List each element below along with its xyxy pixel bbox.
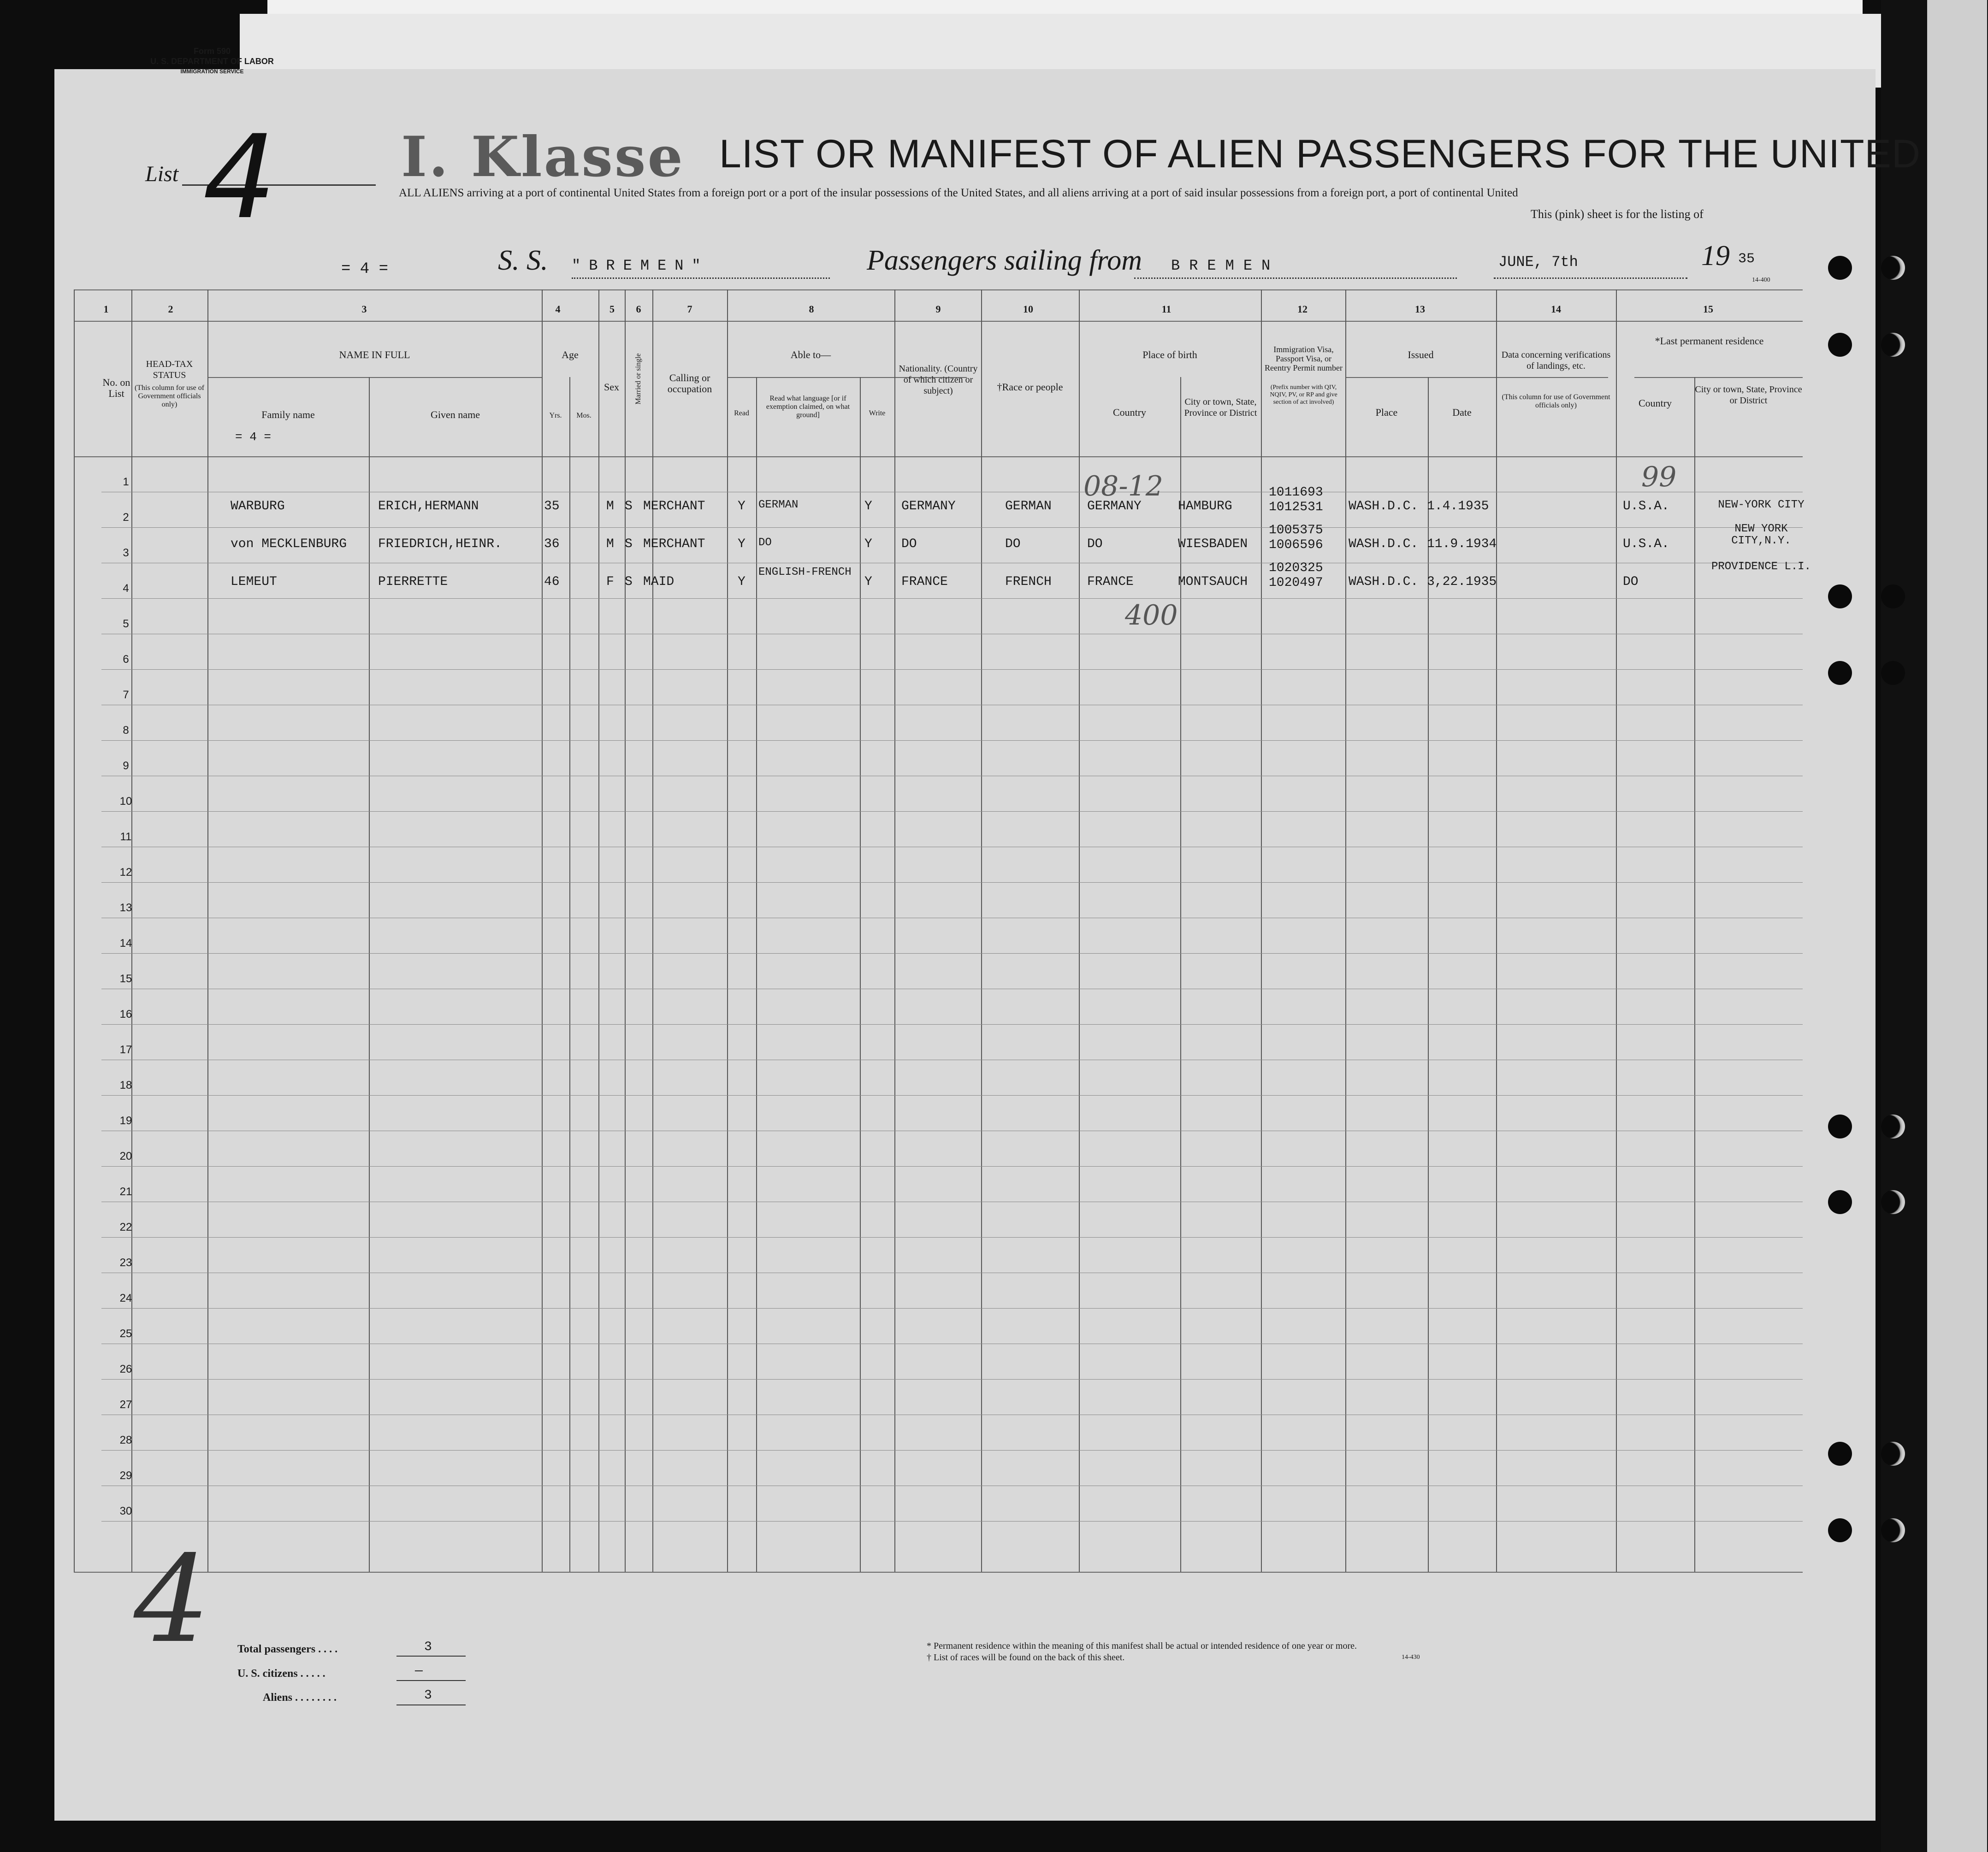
column-number: 15 [1703,303,1713,315]
visa-number-cell: 1020497 [1269,576,1323,590]
punch-hole [1881,1190,1905,1214]
row-number: 14 [119,937,132,950]
header-birth-city: City or town, State, Province or District [1184,397,1257,418]
visa-number-cell: 1006596 [1269,538,1323,552]
subtitle-line1: ALL ALIENS arriving at a port of continental United States from a foreign port or a port of the insular possessions of the United States, and all aliens arriving at a port of said insular possessions from a foreign port, a port of continental United [399,187,1518,199]
header-given-name: Given name [431,409,480,420]
header-able-to: Able to— [790,349,831,360]
total-passengers-line [396,1656,466,1657]
sailing-date: JUNE, 7th [1498,254,1578,271]
row-number: 22 [119,1221,132,1233]
adjacent-page-edge [1927,0,1987,1852]
occupation-cell: MERCHANT [643,499,705,513]
column-number: 9 [935,303,941,315]
header-name-in-full: NAME IN FULL [339,349,410,360]
header-calling-occupation: Calling or occupation [667,372,712,395]
column-number: 1 [103,303,109,315]
punch-hole [1828,1115,1852,1138]
age-cell: 36 [544,537,560,551]
row-number: 23 [119,1256,132,1269]
read-cell: Y [738,499,746,513]
occupation-cell: MERCHANT [643,537,705,551]
col-line [1180,377,1181,1572]
year-prefix: 19 [1701,240,1730,271]
punch-hole [1828,333,1852,357]
birth-city-cell: HAMBURG [1178,499,1232,513]
sailing-port-line [1134,277,1457,279]
handwritten-note: 400 [1125,599,1178,631]
sailing-port: BREMEN [1171,257,1280,274]
row-line [101,1379,1803,1380]
row-line [101,598,1803,599]
row-line [101,1521,1803,1522]
row-number: 4 [123,582,129,595]
residence-city-cell: PROVIDENCE L.I. [1711,560,1811,573]
col-line [569,377,570,1572]
header-head-tax-note: (This column for use of Government officials only) [134,384,205,408]
column-number: 7 [687,303,692,315]
table-top-border [74,289,1803,290]
header-issued-place: Place [1375,407,1398,418]
row-number: 10 [119,795,132,808]
header-married-or-single: Married or single [634,353,642,405]
row-number: 21 [119,1186,132,1198]
issued-date-cell: 11.9.1934 [1427,537,1497,551]
footer-form-code: 14-430 [1402,1654,1420,1661]
header-age: Age [562,349,579,360]
punch-hole [1881,1115,1905,1138]
subtitle-line2: This (pink) sheet is for the listing of [1531,207,1704,221]
race-cell: DO [1005,537,1021,551]
row-number: 20 [119,1150,132,1162]
language-cell: DO [758,537,772,549]
nationality-cell: GERMANY [901,499,956,513]
row-number: 6 [123,653,129,666]
residence-country-cell: U.S.A. [1623,499,1669,513]
name-subheader-line [207,377,542,378]
row-number: 17 [119,1044,132,1056]
row-number: 25 [119,1327,132,1340]
residence-subheader-line [1634,377,1803,378]
footnote-residence: * Permanent residence within the meaning of this manifest shall be actual or intended residence of one year or more. [927,1641,1357,1651]
marital-status-cell: S [625,575,633,589]
column-number: 6 [636,303,641,315]
punch-hole [1881,661,1905,685]
write-cell: Y [864,499,872,513]
row-number: 8 [123,724,129,737]
row-number: 7 [123,689,129,701]
language-cell: GERMAN [758,499,799,511]
nationality-cell: DO [901,537,917,551]
residence-city-cell: NEW YORK CITY,N.Y. [1731,523,1791,547]
marital-status-cell: S [625,499,633,513]
residence-country-cell: U.S.A. [1623,537,1669,551]
department-name: U. S. DEPARTMENT OF LABOR [150,57,274,66]
header-landings-note: (This column for use of Government officials only) [1502,393,1610,409]
given-name-cell: ERICH,HERMANN [378,499,479,513]
issued-place-cell: WASH.D.C. [1349,499,1419,513]
ship-name: "BREMEN" [572,257,709,274]
header-no-on-list: No. on List [102,377,130,399]
column-number: 12 [1297,303,1308,315]
punch-hole [1828,1518,1852,1542]
ship-name-line [572,277,830,279]
birth-city-cell: WIESBADEN [1178,537,1248,551]
punch-hole [1828,1442,1852,1466]
residence-city-cell: NEW-YORK CITY [1718,499,1805,511]
age-cell: 35 [544,499,560,513]
row-line [101,882,1803,883]
col-line [756,377,757,1572]
language-cell: ENGLISH-FRENCH [758,566,852,578]
visa-number-cell: 1020325 [1269,561,1323,575]
given-name-cell: FRIEDRICH,HEINR. [378,537,502,551]
row-line [101,1166,1803,1167]
birth-country-cell: GERMANY [1087,499,1142,513]
row-line [101,811,1803,812]
column-number: 3 [361,303,367,315]
column-number: 4 [555,303,561,315]
row-number: 12 [119,866,132,879]
column-number-border [74,321,1803,322]
punch-hole [1881,584,1905,608]
service-name: IMMIGRATION SERVICE [180,68,244,75]
us-citizens-label: U. S. citizens . . . . . [237,1668,325,1680]
header-read-language: Read what language [or if exemption claimed, on what ground] [766,395,850,419]
row-number: 9 [123,760,129,772]
birth-country-cell: FRANCE [1087,575,1134,589]
header-family-name: Family name [261,409,315,420]
punch-hole [1881,333,1905,357]
punch-hole [1828,1190,1852,1214]
column-number: 11 [1161,303,1172,315]
row-line [101,953,1803,954]
column-number: 10 [1023,303,1033,315]
year-suffix: 35 [1738,251,1755,267]
col-line [1428,377,1429,1572]
ship-code: = 4 = [341,260,389,278]
column-number: 2 [168,303,173,315]
column-number: 13 [1415,303,1425,315]
row-line [101,1024,1803,1025]
row-line [101,1450,1803,1451]
visa-number-cell: 1011693 [1269,485,1323,500]
row-line [101,1237,1803,1238]
header-head-tax: HEAD-TAX STATUS [146,359,193,380]
header-read: Read [734,409,749,417]
punch-hole [1828,661,1852,685]
family-name-cell: WARBURG [231,499,285,513]
row-number: 15 [119,973,132,985]
sex-cell: F [606,575,614,589]
marital-status-cell: S [625,537,633,551]
occupation-cell: MAID [643,575,674,589]
us-citizens-value: — [415,1664,423,1678]
write-cell: Y [864,537,872,551]
row-number: 19 [119,1115,132,1127]
family-name-cell: LEMEUT [231,575,277,589]
handwritten-note: 4 [134,1530,210,1669]
header-visa: Immigration Visa, Passport Visa, or Reentry Permit number [1265,345,1343,372]
row-number: 16 [119,1008,132,1020]
header-visa-note: (Prefix number with QIV, NQIV, PV, or RP and give section of act involved) [1270,384,1337,406]
footnote-races: † List of races will be found on the back of this sheet. [927,1652,1125,1663]
issued-place-cell: WASH.D.C. [1349,575,1419,589]
row-number: 13 [119,902,132,914]
header-landings: Data concerning verifications of landings, etc. [1501,350,1611,371]
sailing-label: Passengers sailing from [867,245,1142,276]
row-number: 30 [119,1505,132,1517]
header-birth-country: Country [1112,407,1147,418]
row-number: 29 [119,1469,132,1482]
row-line [101,669,1803,670]
row-number: 18 [119,1079,132,1091]
row-number: 26 [119,1363,132,1375]
given-name-cell: PIERRETTE [378,575,448,589]
total-passengers-label: Total passengers . . . . [237,1643,338,1655]
row-number: 1 [123,476,129,488]
form-code: 14-400 [1752,277,1770,283]
family-name-code: = 4 = [235,430,272,444]
punch-hole [1828,256,1852,280]
punch-hole [1881,1518,1905,1542]
issued-subheader-line [1345,377,1608,378]
birth-country-cell: DO [1087,537,1103,551]
column-number: 5 [609,303,615,315]
class-stamp: I. Klasse [401,124,685,189]
handwritten-note: 08-12 [1083,470,1163,502]
residence-country-cell: DO [1623,575,1639,589]
col-line [860,377,861,1572]
write-cell: Y [864,575,872,589]
row-number: 24 [119,1292,132,1304]
col-line [369,377,370,1572]
col-line [1694,377,1695,1572]
total-passengers-value: 3 [424,1640,432,1654]
row-line [101,527,1803,528]
aliens-label: Aliens . . . . . . . . [263,1692,337,1704]
punch-hole [1828,584,1852,608]
visa-number-cell: 1012531 [1269,500,1323,514]
race-cell: GERMAN [1005,499,1052,513]
list-number: 4 [203,110,277,244]
column-number: 8 [809,303,814,315]
row-number: 11 [120,831,132,843]
header-sex: Sex [604,381,619,393]
read-cell: Y [738,537,746,551]
family-name-cell: von MECKLENBURG [231,537,347,551]
form-identifier [143,46,281,77]
header-issued-date: Date [1452,407,1472,418]
row-line [101,1095,1803,1096]
page-title: LIST OR MANIFEST OF ALIEN PASSENGERS FOR THE UNITED [719,132,1921,176]
row-line [101,1308,1803,1309]
row-number: 3 [123,547,129,559]
row-number: 5 [123,618,129,630]
header-race: †Race or people [997,381,1063,393]
handwritten-note: 99 [1641,461,1677,493]
form-number: Form 590 [193,47,231,56]
header-residence-city: City or town, State, Province or District [1695,384,1802,406]
punch-hole [1881,256,1905,280]
manifest-table [74,289,1803,1580]
table-bottom-border [74,1572,1803,1573]
age-cell: 46 [544,575,560,589]
row-number: 27 [119,1398,132,1411]
header-write: Write [869,409,886,417]
race-cell: FRENCH [1005,575,1052,589]
sex-cell: M [606,537,614,551]
ship-prefix: S. S. [498,245,548,276]
header-nationality: Nationality. (Country of which citizen or subject) [899,364,978,396]
birth-city-cell: MONTSAUCH [1178,575,1248,589]
row-number: 2 [123,511,129,524]
header-bottom-border [74,456,1803,457]
issued-date-cell: 1.4.1935 [1427,499,1489,513]
header-issued: Issued [1408,349,1434,360]
row-line [101,740,1803,741]
header-age-years: Yrs. [549,412,562,419]
header-age-months: Mos. [576,412,592,419]
header-residence-country: Country [1638,397,1672,409]
column-number: 14 [1551,303,1561,315]
row-number: 28 [119,1434,132,1446]
header-last-residence: *Last permanent residence [1655,335,1764,347]
list-label: List [145,162,179,186]
sailing-date-line [1494,277,1687,279]
issued-place-cell: WASH.D.C. [1349,537,1419,551]
header-place-of-birth: Place of birth [1142,349,1197,360]
sex-cell: M [606,499,614,513]
punch-hole [1881,1442,1905,1466]
nationality-cell: FRANCE [901,575,948,589]
visa-number-cell: 1005375 [1269,523,1323,537]
us-citizens-line [396,1680,466,1681]
aliens-value: 3 [424,1688,432,1703]
col-line [74,289,75,1572]
issued-date-cell: 3,22.1935 [1427,575,1497,589]
read-cell: Y [738,575,746,589]
